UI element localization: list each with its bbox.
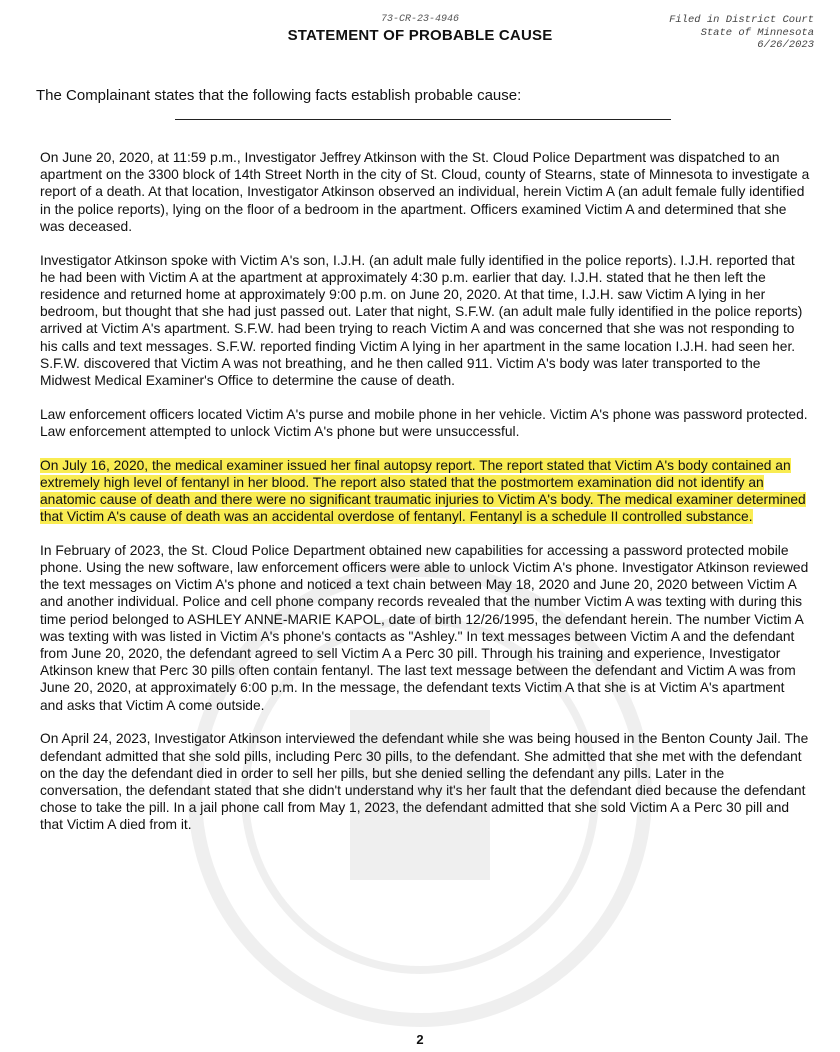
filing-stamp-line-court: Filed in District Court [669,14,814,26]
paragraph-autopsy-report [40,457,810,526]
paragraph-defendant-interview: On April 24, 2023, Investigator Atkinson interviewed the defendant while she was being housed in the Benton County Jail. The defendant admitted that she sold pills, including Perc 30 pills, to the defendant. She admitted that she met with the defendant on the day the defendant died in order to sell her pills, but she denied selling the defendant any pills. Later in the conversation, the defendant stated that she didn't understand why it's her fault that the defendant died because the defendant chose to take the pill. In a jail phone call from May 1, 2023, the defendant admitted that she sold Victim A a Perc 30 pill and that Victim A died from it. [40,731,809,833]
separator-rule [175,119,671,120]
filing-stamp-line-state: State of Minnesota [700,26,814,39]
document-body [40,149,810,850]
highlighted-text: On July 16, 2020, the medical examiner issued her final autopsy report. The report stated that Victim A's body contained an extremely high level of fentanyl in her blood. The report also stated that the postmortem examination did not identify an anatomic cause of death and there were no significant traumatic injuries to Victim A's body. The medical examiner determined that Victim A's cause of death was an accidental overdose of fentanyl. Fentanyl is a schedule II controlled substance. [40,457,806,525]
paragraph-phone-unlocked: In February of 2023, the St. Cloud Police Department obtained new capabilities for accessing a password protected mobile phone. Using the new software, law enforcement officers were able to unlock Victim A's phone. Investigator Atkinson reviewed the text messages on Victim A's phone and noticed a text chain between May 18, 2020 and June 20, 2020 between Victim A and another individual. Police and cell phone company records revealed that the number Victim A was texting with during this time period belonged to ASHLEY ANNE-MARIE KAPOL, date of birth 12/26/1995, the defendant herein. The number Victim A was texting with was listed in Victim A's phone's contacts as "Ashley." In text messages between Victim A and the defendant from June 20, 2020, the defendant agreed to sell Victim A a Perc 30 pill. Through his training and experience, Investigator Atkinson knew that Perc 30 pills often contain fentanyl. The last text message between the defendant and Victim A was from June 20, 2020, at approximately 6:00 p.m. In the message, the defendant texts Victim A that she is at Victim A's apartment and asks that Victim A come outside. [40,542,809,713]
case-number: 73-CR-23-4946 [380,14,459,25]
filing-stamp [669,14,814,52]
filing-stamp-line-date: 6/26/2023 [757,39,814,51]
paragraph-initial-report: On June 20, 2020, at 11:59 p.m., Investigator Jeffrey Atkinson with the St. Cloud Police Department was dispatched to an apartment on the 3300 block of 14th Street North in the city of St. Cloud, county of Stearns, state of Minnesota to investigate a report of a death. At that location, Investigator Atkinson observed an individual, herein Victim A (an adult female fully identified in the police reports), lying on the floor of a bedroom in the apartment. Officers examined Victim A and determined that she was deceased. [40,150,810,234]
paragraph-son-interview: Investigator Atkinson spoke with Victim A's son, I.J.H. (an adult male fully identified in the police reports). I.J.H. reported that he had been with Victim A at the apartment at approximately 4:30 p.m. earlier that day. I.J.H. stated that he then left the residence and returned home at approximately 9:00 p.m. on June 20, 2020. At that time, I.J.H. saw Victim A lying in her bedroom, but thought that she had just passed out. Later that night, S.F.W. (an adult male fully identified in the police reports) arrived at Victim A's apartment. S.F.W. had been trying to reach Victim A and was concerned that she was not responding to his calls and text messages. S.F.W. reported finding Victim A lying in her apartment in the same location I.J.H. had seen her. S.F.W. discovered that Victim A was not breathing, and he then called 911. Victim A's body was later transported to the Midwest Medical Examiner's Office to determine the cause of death. [40,252,803,388]
document-title: STATEMENT OF PROBABLE CAUSE [287,27,553,44]
page-number: 2 [416,1032,424,1047]
paragraph-phone-located: Law enforcement officers located Victim A's purse and mobile phone in her vehicle. Victim A's phone was password protected. Law enforcement attempted to unlock Victim A's phone but were unsuccessful. [40,406,808,439]
intro-statement: The Complainant states that the following facts establish probable cause: [36,87,522,104]
